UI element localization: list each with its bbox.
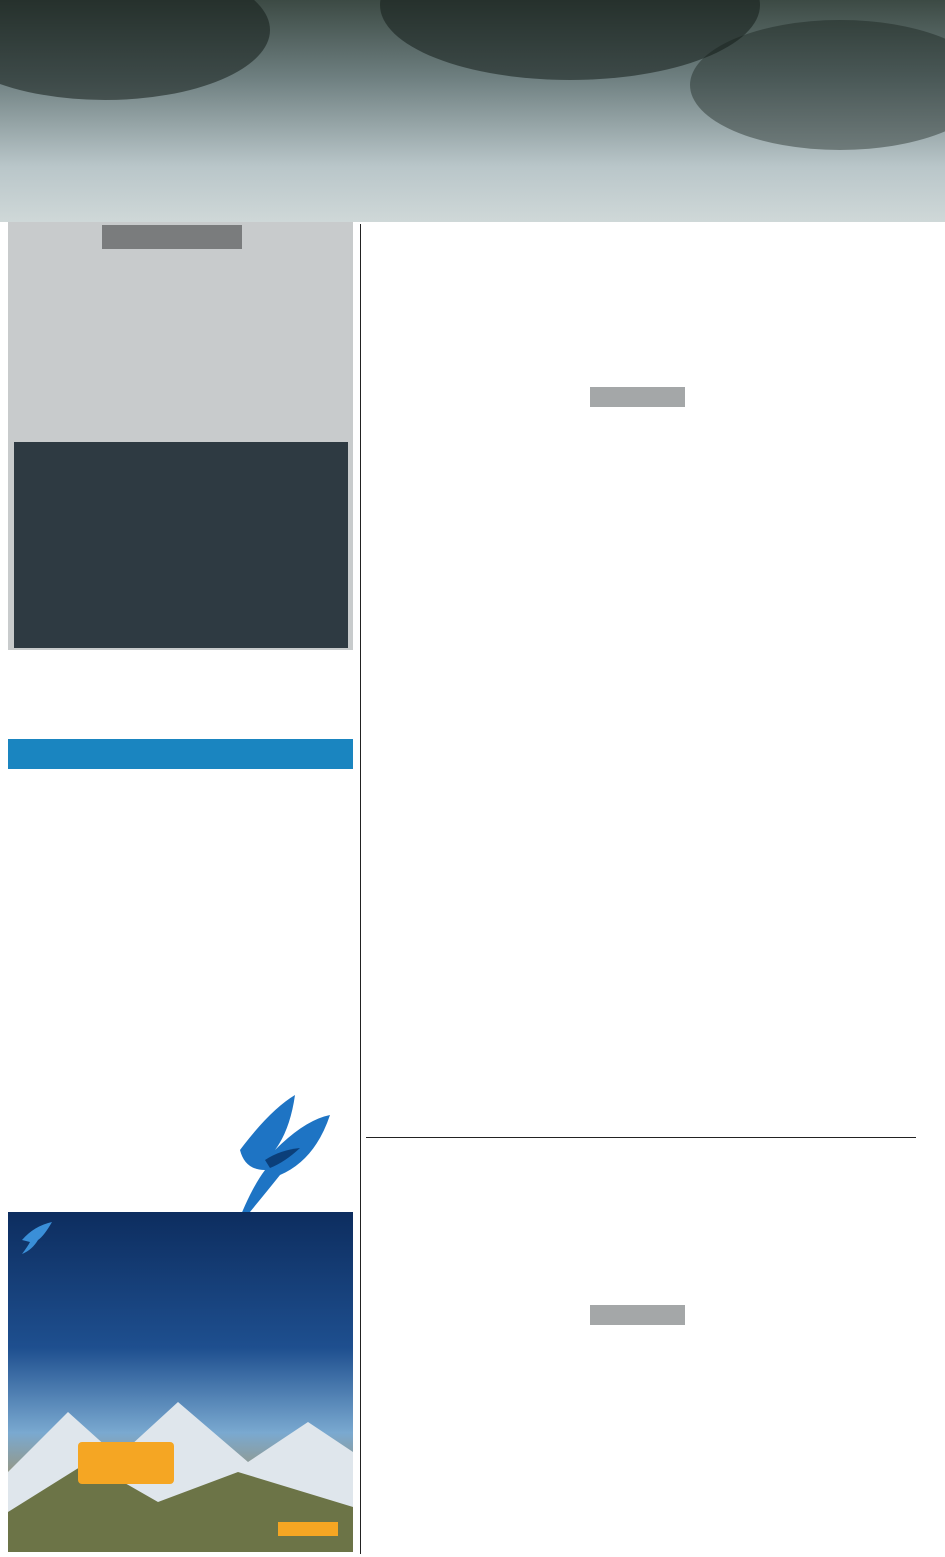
- column-divider: [360, 224, 361, 1554]
- dove-icon: [18, 1220, 56, 1256]
- hunza-tour-ad[interactable]: [8, 1212, 353, 1552]
- about-title: [102, 225, 242, 249]
- book-now-button[interactable]: [278, 1522, 338, 1536]
- article-1-byline: [590, 387, 685, 407]
- company-category: [8, 739, 353, 769]
- startup-funding-chart: [14, 442, 348, 648]
- article-2-byline: [590, 1305, 685, 1325]
- price-badge: [78, 1442, 174, 1484]
- article-divider: [366, 1137, 916, 1138]
- header-banner: [0, 0, 945, 222]
